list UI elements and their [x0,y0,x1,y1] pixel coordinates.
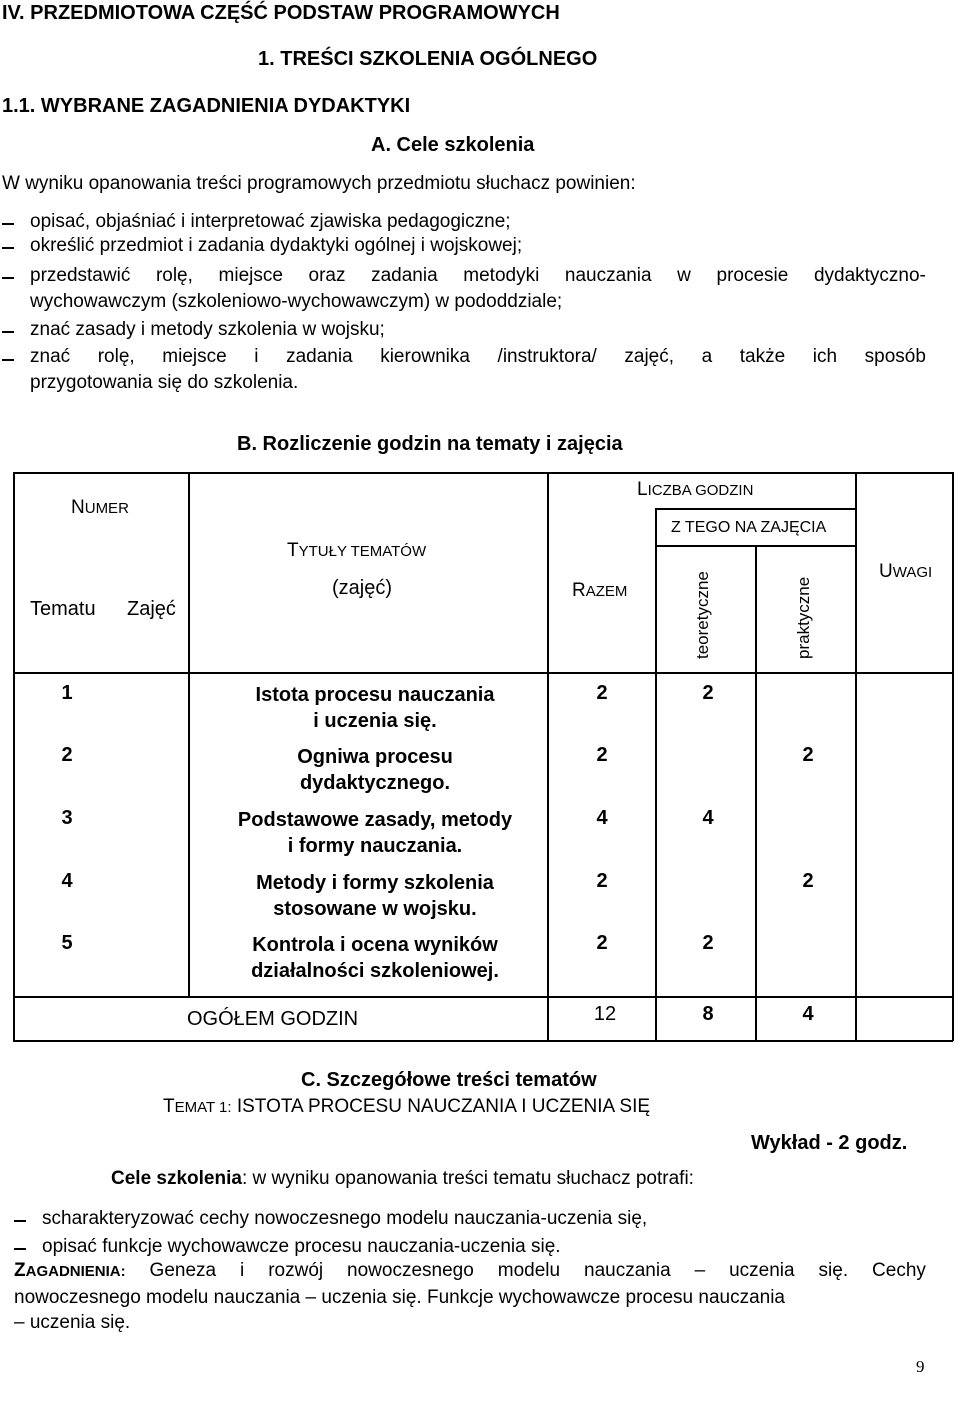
bullet-item: opisać funkcje wychowawcze procesu nauczania-uczenia się. [42,1236,561,1257]
header-text: T [287,540,299,561]
header-tematu: Tematu [30,598,96,620]
word: metodyki [463,265,540,286]
zag-text: Z [14,1260,26,1281]
table-border-bottom [13,1040,953,1042]
row-title-line: Ogniwa procesu [297,746,453,768]
word: modelu [497,1260,561,1281]
row-razem: 2 [596,744,608,766]
dash-bullet [2,223,14,225]
table-col-divider [547,472,549,1041]
row-razem: 2 [596,870,608,892]
zagadnienia-line-1 [14,1260,926,1282]
word: sposób [864,346,926,367]
table-border-top [13,472,953,474]
header-text: N [71,497,85,518]
row-title-line: stosowane w wojsku. [273,898,477,920]
cele-text: : w wyniku opanowania treści tematu słuchacz potrafi: [241,1168,694,1189]
wyklad-label: Wykład - 2 godz. [751,1132,908,1154]
word: rolę, [155,265,193,286]
header-zajec-paren: (zajęć) [332,577,393,599]
header-text: WAGI [892,564,933,581]
row-title-line: Podstawowe zasady, metody [237,809,513,831]
word: w [677,265,691,286]
word: /instruktora/ [497,346,597,367]
word: – [694,1260,706,1281]
section-a-title: A. Cele szkolenia [371,134,535,156]
header-z-tego: Z TEGO NA ZAJĘCIA [671,519,827,536]
heading-section-1-1: 1.1. WYBRANE ZAGADNIENIA DYDAKTYKI [2,95,411,117]
row-title-line: i uczenia się. [313,710,437,732]
word: także [739,346,786,367]
total-praktyczne: 4 [802,1003,814,1025]
word: rozwój [268,1260,324,1281]
header-zajec: Zajęć [127,598,176,620]
row-number: 4 [61,870,73,892]
header-razem [572,580,627,602]
section-c-title: C. Szczegółowe treści tematów [301,1069,597,1091]
row-number: 3 [61,807,73,829]
row-title-line: i formy nauczania. [287,835,463,857]
dash-bullet [14,1220,26,1222]
row-title-line: Kontrola i ocena wyników [252,934,498,956]
word: Geneza [149,1260,217,1281]
header-tytuly [287,540,426,562]
word: i [254,346,259,367]
word: procesie [716,265,789,286]
header-numer [71,497,129,519]
header-praktyczne: praktyczne [794,576,813,659]
table-body-bottom [13,996,953,998]
word: uczenia [729,1260,795,1281]
row-title-line: Istota procesu nauczania [255,684,495,706]
header-teoretyczne: teoretyczne [693,571,712,659]
row-title-line: dydaktycznego. [299,772,451,794]
word: ich [812,346,838,367]
word: zadania [371,265,438,286]
word: a [701,346,713,367]
section-b-title: B. Rozliczenie godzin na tematy i zajęcia [237,433,623,455]
temat-text: ISTOTA PROCESU NAUCZANIA I UCZENIA SIĘ [231,1096,651,1117]
dash-bullet [2,331,14,333]
heading-main: IV. PRZEDMIOTOWA CZĘŚĆ PODSTAW PROGRAMOWYCH [2,2,560,24]
header-liczba [637,479,753,501]
table-col-divider [188,472,190,996]
dash-bullet [2,247,14,249]
row-title [205,744,545,796]
bullet-continuation: przygotowania się do szkolenia. [30,372,299,393]
page-number: 9 [916,1357,925,1376]
word: zajęć, [624,346,675,367]
zagadnienia-line-2: nowoczesnego modelu nauczania – uczenia się. Funkcje wychowawcze procesu nauczania [14,1287,786,1308]
row-title [205,807,545,859]
row-title [205,682,545,734]
table-border-left [13,472,15,1041]
dash-bullet [14,1248,26,1250]
word: nauczania [564,265,652,286]
row-number: 2 [61,744,73,766]
total-razem: 12 [593,1003,617,1025]
row-razem: 4 [596,807,608,829]
row-teoretyczne: 2 [702,932,714,954]
word: kierownika [380,346,470,367]
word: nowoczesnego [347,1260,474,1281]
total-teoretyczne: 8 [702,1003,714,1025]
zag-text: AGADNIENIA: [25,1263,126,1280]
header-text: UMER [84,500,129,517]
bullet-item: scharakteryzować cechy nowoczesnego modelu nauczania-uczenia się, [42,1208,648,1229]
table-col-divider [855,472,857,1041]
bullet-item-justified [30,265,926,287]
header-text: YTUŁY TEMATÓW [298,543,427,560]
section-a-intro: W wyniku opanowania treści programowych przedmiotu słuchacz powinien: [2,173,636,194]
table-header-bottom [13,672,953,674]
cele-szkolenia [111,1168,694,1190]
word: oraz [308,265,346,286]
word: Cechy [872,1260,926,1281]
word: zadania [286,346,353,367]
dash-bullet [2,359,14,361]
bullet-item: określić przedmiot i zadania dydaktyki ogólnej i wojskowej; [30,235,523,256]
row-title-line: działalności szkoleniowej. [251,960,499,982]
header-text: AZEM [585,583,628,600]
row-title [205,870,545,922]
word: nauczania [584,1260,671,1281]
zagadnienia-label [14,1260,126,1282]
header-text: ICZBA GODZIN [647,482,754,499]
zagadnienia-line-3: – uczenia się. [14,1312,131,1333]
total-label: OGÓŁEM GODZIN [187,1008,359,1030]
temat-text: EMAT 1: [174,1099,232,1116]
word: miejsce [162,346,227,367]
table-col-divider [755,545,757,1041]
header-uwagi [879,561,932,583]
temat-text: T [163,1096,175,1117]
bullet-continuation: wychowawczym (szkoleniowo-wychowawczym) w pododdziale; [30,291,563,312]
word: miejsce [218,265,283,286]
dash-bullet [2,277,14,279]
row-praktyczne: 2 [802,744,814,766]
bullet-item: znać zasady i metody szkolenia w wojsku; [30,319,385,340]
row-title-line: Metody i formy szkolenia [256,872,494,894]
word: znać [30,346,71,367]
row-number: 5 [61,932,73,954]
table-col-divider [655,508,657,1041]
table-line-liczba [655,508,855,510]
cele-label: Cele szkolenia [111,1168,242,1189]
word: dydaktyczno- [813,265,926,286]
row-teoretyczne: 4 [702,807,714,829]
header-text: R [572,580,586,601]
row-razem: 2 [596,682,608,704]
row-razem: 2 [596,932,608,954]
row-title [205,932,545,984]
bullet-item: opisać, objaśniać i interpretować zjawiska pedagogiczne; [30,211,511,232]
heading-section-1: 1. TREŚCI SZKOLENIA OGÓLNEGO [258,48,598,70]
header-text: L [637,479,648,500]
word: i [240,1260,245,1281]
row-teoretyczne: 2 [702,682,714,704]
word: się. [818,1260,849,1281]
word: rolę, [97,346,135,367]
table-border-right [952,472,954,1041]
word: przedstawić [30,265,131,286]
row-number: 1 [61,682,73,704]
temat-heading [163,1096,650,1118]
row-praktyczne: 2 [802,870,814,892]
bullet-item-justified [30,346,926,368]
header-text: U [879,561,893,582]
